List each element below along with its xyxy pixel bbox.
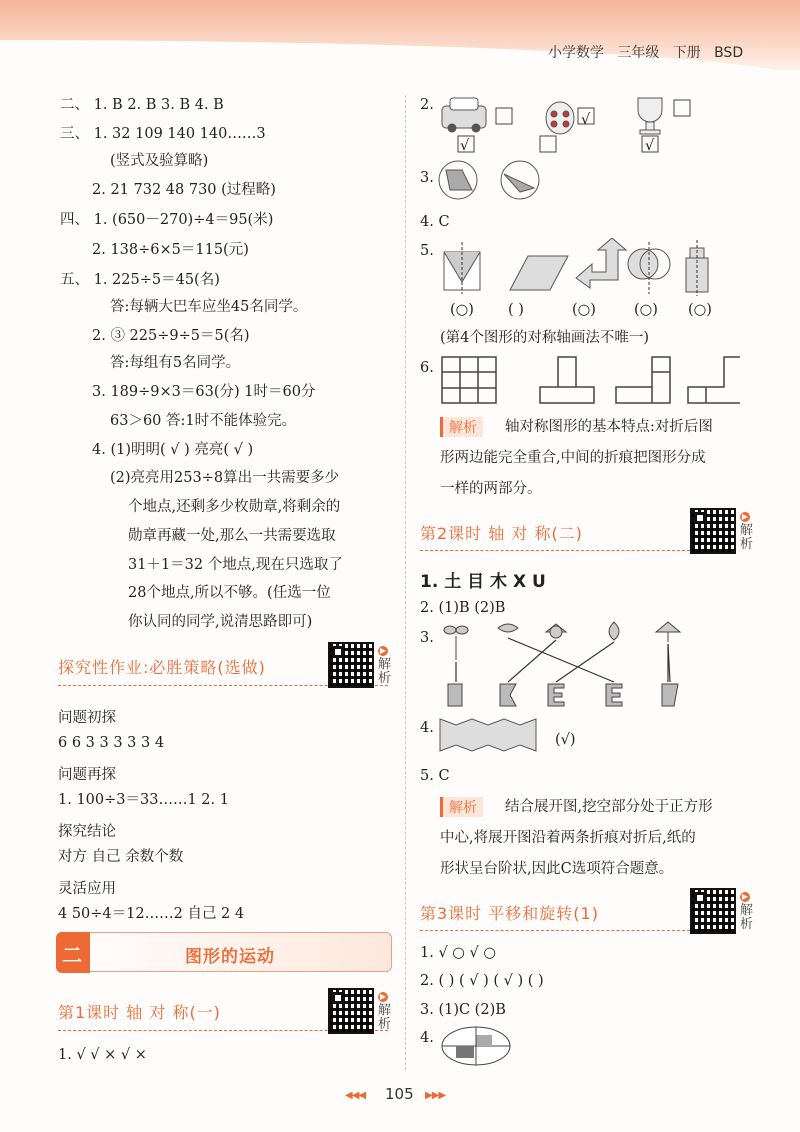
l2-ans-3-label: 3. [420, 630, 434, 646]
s3-title: 探究结论 [58, 824, 116, 840]
l3-ans-3: 3. (1)C (2)B [420, 1002, 506, 1018]
car-icon [442, 98, 486, 132]
left-line-6: 2. 138÷6×5＝115(元) [92, 242, 249, 258]
left-line-4: 2. 21 732 48 730 (过程略) [92, 182, 276, 198]
left-line-14: (2)亮亮用253÷8算出一共需要多少 [110, 470, 340, 486]
r4: 4. C [420, 214, 450, 230]
left-line-15: 个地点,还剩多少枚勋章,将剩余的 [128, 499, 341, 515]
l3-ans-2: 2. ( ) ( √ ) ( √ ) ( ) [420, 973, 544, 989]
l2-ans-4-mark: (√) [555, 732, 576, 748]
lesson2-title: 第2课时 轴 对 称(二) [420, 524, 583, 543]
s2-text: 1. 100÷3＝33……1 2. 1 [58, 792, 229, 808]
left-line-12: 63＞60 答:1时不能体验完。 [110, 413, 297, 429]
r3-label: 3. [420, 170, 434, 186]
footer-arrows-left: ◀◀◀ [345, 1090, 366, 1101]
explore-title: 探究性作业:必胜策略(选做) [58, 658, 266, 677]
r5-mark-2: ( ) [508, 302, 524, 318]
analysis2-line-3: 形状呈台阶状,因此C选项符合题意。 [440, 861, 674, 877]
analysis2-tag [440, 797, 491, 817]
l3-ans-4-label: 4. [420, 1030, 434, 1046]
left-line-7: 五、 1. 225÷5＝45(名) [60, 272, 220, 288]
r5-mark-5: (○) [688, 302, 712, 318]
qr-code-4[interactable] [690, 888, 736, 934]
qr-label-4: 解析 [740, 903, 754, 932]
unit-number: 二 [62, 943, 82, 967]
header-grade: 三年级 [617, 45, 660, 61]
qr-play-icon-1: ▶ [379, 646, 387, 655]
r5-mark-3: (○) [572, 302, 596, 318]
qr-play-icon-3: ▶ [741, 512, 749, 521]
lesson3-underline [420, 930, 690, 931]
s1-title: 问题初探 [58, 710, 116, 726]
l2-ans-4-label: 4. [420, 720, 434, 736]
left-line-17: 31＋1＝32 个地点,现在只选取了 [128, 557, 343, 573]
trophy-icon [638, 98, 662, 134]
l3-ans-1: 1. √ ○ √ ○ [420, 945, 497, 961]
lesson1-title: 第1课时 轴 对 称(一) [58, 1003, 221, 1022]
l2-paper-figure [438, 715, 548, 757]
lesson1-answers: 1. √ √ × √ × [58, 1047, 147, 1063]
r2-mark-3: √ [645, 138, 655, 154]
analysis1-tag [440, 417, 491, 437]
left-line-8: 答:每辆大巴车应坐45名同学。 [110, 299, 308, 315]
left-line-11: 3. 189÷9×3＝63(分) 1时＝60分 [92, 384, 316, 400]
ladybug-icon [546, 102, 574, 134]
left-line-10: 答:每组有5名同学。 [110, 355, 241, 371]
l2-ans-5: 5. C [420, 768, 450, 784]
left-line-1: 二、 1. B 2. B 3. B 4. B [60, 97, 224, 113]
analysis2-line-2: 中心,将展开图沿着两条折痕对折后,纸的 [440, 830, 696, 846]
unit-title: 图形的运动 [185, 947, 275, 967]
r2-mark-2: √ [581, 112, 591, 128]
qr-code-2[interactable] [328, 988, 374, 1034]
left-line-9: 2. ③ 225÷9÷5＝5(名) [92, 328, 250, 344]
qr-code-3[interactable] [690, 508, 736, 554]
analysis1-line-1: 轴对称图形的基本特点:对折后图 [505, 419, 713, 435]
column-divider [405, 95, 406, 1070]
r5-mark-1: (○) [450, 302, 474, 318]
left-line-5: 四、 1. (650－270)÷4＝95(米) [60, 212, 274, 228]
left-line-3: (竖式及验算略) [110, 153, 209, 169]
l2-ans-2: 2. (1)B (2)B [420, 600, 506, 616]
l2-matching-figures [438, 620, 688, 710]
r6-label: 6. [420, 360, 434, 376]
page-number: 105 [385, 1085, 414, 1103]
analysis2-tag-text: 解析 [440, 797, 483, 817]
r3-figures [438, 160, 548, 202]
l2-ans-1: 1. 土 目 木 X U [420, 572, 546, 592]
left-line-19: 你认同的同学,说清思路即可) [128, 614, 313, 630]
analysis1-line-2: 形两边能完全重合,中间的折痕把图形分成 [440, 450, 706, 466]
analysis1-line-3: 一样的两部分。 [440, 481, 542, 497]
s3-text: 对方 自己 余数个数 [58, 849, 184, 865]
r5-mark-4: (○) [634, 302, 658, 318]
left-line-2: 三、 1. 32 109 140 140……3 [60, 126, 266, 142]
qr-play-icon-2: ▶ [379, 992, 387, 1001]
s4-title: 灵活应用 [58, 881, 116, 897]
r5-figures [440, 238, 720, 298]
r5-note: (第4个图形的对称轴画法不唯一) [440, 330, 650, 346]
qr-label-1: 解析 [378, 657, 392, 686]
lesson3-title: 第3课时 平移和旋转(1) [420, 904, 599, 923]
header-edition: BSD [714, 45, 744, 61]
header-info [548, 42, 743, 62]
r2-label: 2. [420, 97, 434, 113]
qr-play-icon-4: ▶ [741, 892, 749, 901]
header-subject: 小学数学 [548, 45, 604, 61]
s2-title: 问题再探 [58, 767, 116, 783]
analysis1-tag-text: 解析 [440, 417, 483, 437]
left-line-13: 4. (1)明明( √ ) 亮亮( √ ) [92, 442, 254, 458]
r6-figures [440, 355, 740, 407]
qr-label-2: 解析 [378, 1003, 392, 1032]
qr-code-1[interactable] [328, 642, 374, 688]
footer-arrows-right: ▶▶▶ [425, 1090, 446, 1101]
r2-figures [440, 90, 710, 160]
qr-label-3: 解析 [740, 523, 754, 552]
lesson2-underline [420, 550, 690, 551]
left-line-16: 勋章再藏一处,那么一共需要选取 [128, 528, 336, 544]
left-line-18: 28个地点,所以不够。(任选一位 [128, 585, 331, 601]
s4-text: 4 50÷4＝12……2 自己 2 4 [58, 906, 245, 922]
r5-label: 5. [420, 243, 434, 259]
r2-mark-1: √ [460, 138, 470, 154]
header-volume: 下册 [672, 45, 701, 61]
s1-text: 6 6 3 3 3 3 3 4 [58, 735, 165, 751]
l3-rotation-figure [440, 1025, 512, 1067]
analysis2-line-1: 结合展开图,挖空部分处于正方形 [505, 799, 713, 815]
